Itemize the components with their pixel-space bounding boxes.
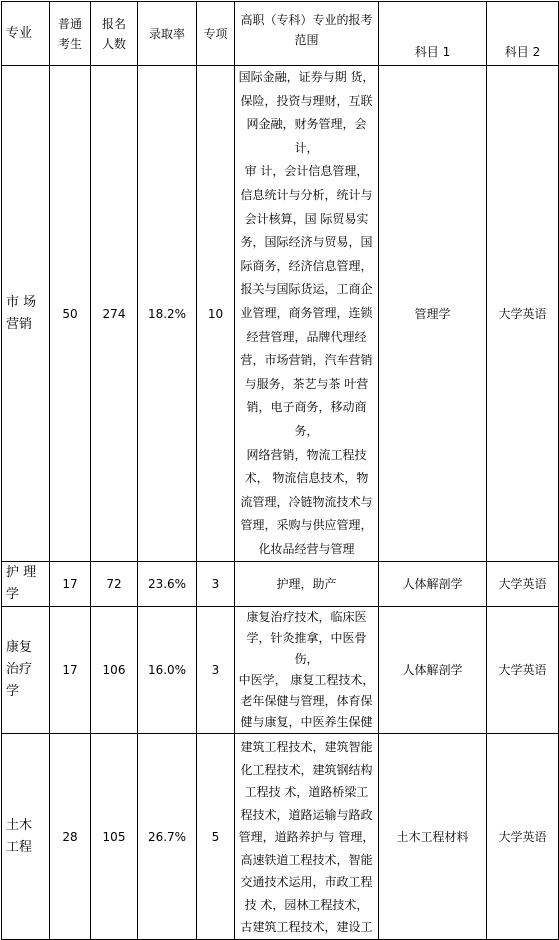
special-quota-cell: 10 [197, 66, 235, 562]
header-subject2: 科目 2 [487, 2, 559, 66]
scope-cell: 国际金融，证券与期 货， 保险，投资与理财，互联 网金融，财务管理，会计， 审 计，会计信息管理， 信息统计与分析，统计与 会计核算，国 际贸易实 务，国际经济与贸易，国 际商务，经济信息管理， 报关与国际货运，工商企 业管理，商务管理，连锁 经营管理，品牌代理经 营，市场营销，汽车营销 与服务，茶艺与茶 叶营 销，电子商务，移动商务， 网络营销，物流工程技 术， 物流信息技术，物 流管理，冷链物流技术与 管理，采购与供应管理， 化妆品经营与管理 [235, 66, 379, 562]
special-quota-cell: 3 [197, 562, 235, 607]
applicants-cell: 105 [91, 734, 138, 940]
header-row [2, 2, 559, 66]
applicants-cell: 274 [91, 66, 138, 562]
header-admission-rate: 录取率 [138, 2, 197, 66]
applicants-cell: 72 [91, 562, 138, 607]
scope-cell: 康复治疗技术，临床医 学，针灸推拿，中医骨伤， 中医学， 康复工程技术， 老年保健与管理，体育保 健与康复，中医养生保健 [235, 607, 379, 734]
admission-rate-cell: 18.2% [138, 66, 197, 562]
header-scope: 高职（专科）专业的报考 范围 [235, 2, 379, 66]
subject1-cell: 人体解剖学 [379, 607, 487, 734]
header-subject1: 科目 1 [379, 2, 487, 66]
admission-table [1, 1, 559, 940]
table-row [2, 562, 559, 607]
table-row [2, 66, 559, 562]
admission-rate-cell: 26.7% [138, 734, 197, 940]
major-cell: 市 场 营销 [2, 66, 50, 562]
header-special-quota: 专项 [197, 2, 235, 66]
scope-cell: 建筑工程技术，建筑智能 化工程技术，建筑钢结构 工程技 术，道路桥梁工 程技术，道路运输与路政 管理，道路养护与 管理， 高速铁道工程技术，智能 交通技术运用，市政工程 技 术，园林工程技术， 古建筑工程技术，建设工 [235, 734, 379, 940]
header-applicants: 报名 人数 [91, 2, 138, 66]
subject1-cell: 人体解剖学 [379, 562, 487, 607]
subject1-cell: 管理学 [379, 66, 487, 562]
subject1-cell: 土木工程材料 [379, 734, 487, 940]
special-quota-cell: 5 [197, 734, 235, 940]
major-cell: 土木 工程 [2, 734, 50, 940]
general-quota-cell: 50 [50, 66, 91, 562]
special-quota-cell: 3 [197, 607, 235, 734]
subject2-cell: 大学英语 [487, 607, 559, 734]
subject2-cell: 大学英语 [487, 66, 559, 562]
subject2-cell: 大学英语 [487, 562, 559, 607]
scope-cell: 护理，助产 [235, 562, 379, 607]
major-cell: 护 理 学 [2, 562, 50, 607]
admission-rate-cell: 23.6% [138, 562, 197, 607]
major-cell: 康复 治疗 学 [2, 607, 50, 734]
applicants-cell: 106 [91, 607, 138, 734]
subject2-cell: 大学英语 [487, 734, 559, 940]
table-row [2, 607, 559, 734]
general-quota-cell: 17 [50, 562, 91, 607]
general-quota-cell: 17 [50, 607, 91, 734]
table-row [2, 734, 559, 940]
general-quota-cell: 28 [50, 734, 91, 940]
admission-rate-cell: 16.0% [138, 607, 197, 734]
header-major: 专业 [2, 2, 50, 66]
header-general-quota: 普通 考生 [50, 2, 91, 66]
